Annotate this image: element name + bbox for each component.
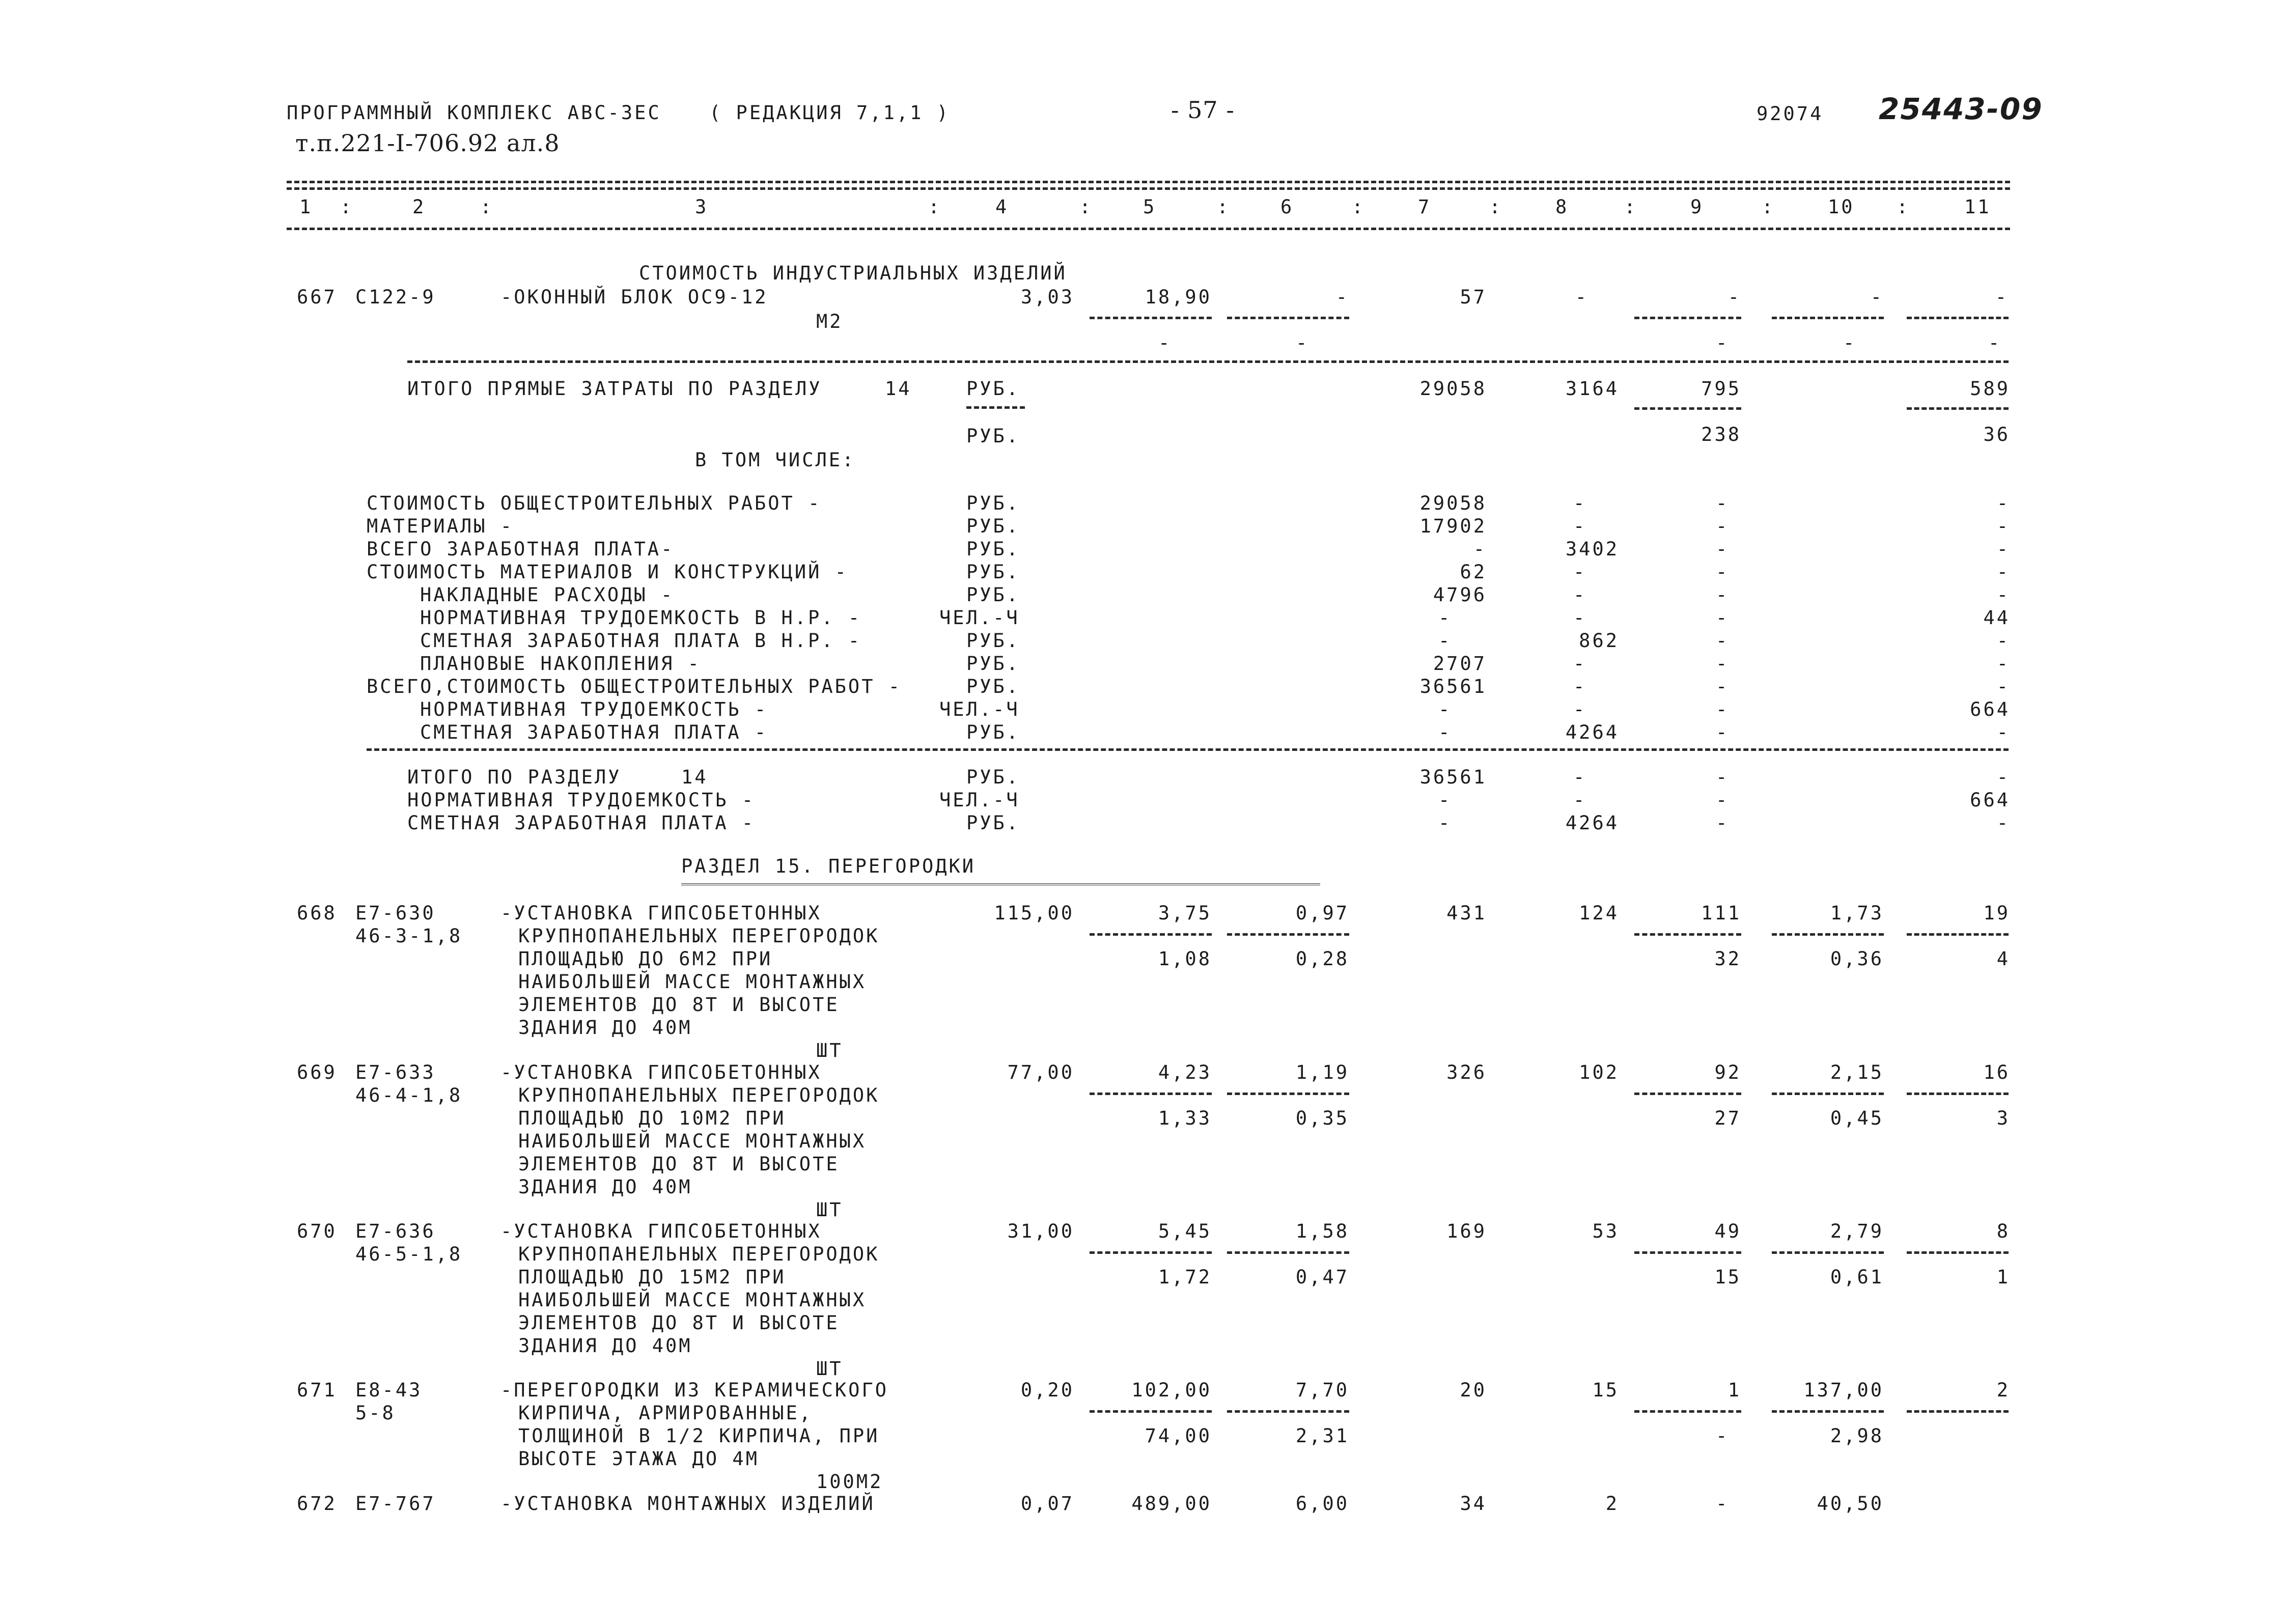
column-number: 2 — [412, 196, 426, 218]
breakdown-label: НОРМАТИВНАЯ ТРУДОЕМКОСТЬ - — [420, 698, 768, 720]
col9-value: - — [1716, 1493, 1730, 1515]
total-unit: РУБ. — [966, 766, 1020, 788]
page-number: - 57 - — [1171, 96, 1235, 124]
total-label: СМЕТНАЯ ЗАРАБОТНАЯ ПЛАТА - — [407, 812, 756, 834]
col6-sub-value: - — [1296, 332, 1309, 354]
unit: 100М2 — [816, 1471, 883, 1493]
item-name-line: КРУПНОПАНЕЛЬНЫХ ПЕРЕГОРОДОК — [518, 1243, 880, 1265]
col5-sub-value: - — [1158, 332, 1172, 354]
col11-sub-value: - — [1988, 332, 2002, 354]
column-number: 4 — [995, 196, 1009, 218]
col6-value: 6,00 — [1295, 1493, 1349, 1515]
item-name-line: -УСТАНОВКА МОНТАЖНЫХ ИЗДЕЛИЙ — [500, 1493, 875, 1515]
item-name-line: КРУПНОПАНЕЛЬНЫХ ПЕРЕГОРОДОК — [518, 1084, 880, 1106]
divider — [1227, 1093, 1349, 1095]
total-col7: - — [1438, 812, 1452, 834]
quantity: 31,00 — [1007, 1220, 1074, 1242]
breakdown-col8: - — [1573, 492, 1587, 514]
item-name-line: ПЛОЩАДЬЮ ДО 10М2 ПРИ — [518, 1107, 786, 1129]
item-name-line: ПЛОЩАДЬЮ ДО 6М2 ПРИ — [518, 948, 773, 970]
breakdown-col7: 17902 — [1419, 515, 1487, 537]
col7-value: 57 — [1460, 286, 1487, 308]
breakdown-unit: РУБ. — [966, 653, 1020, 675]
col11-sub-value: 36 — [1983, 424, 2010, 445]
col6-sub-value: 0,35 — [1295, 1107, 1349, 1129]
col5-value: 4,23 — [1158, 1061, 1212, 1083]
breakdown-unit: РУБ. — [966, 561, 1020, 583]
col6-sub-value: 2,31 — [1295, 1425, 1349, 1447]
item-name-line: -ПЕРЕГОРОДКИ ИЗ КЕРАМИЧЕСКОГО — [500, 1379, 889, 1401]
rate-code: Е7-630 — [355, 902, 436, 924]
divider — [1090, 933, 1212, 936]
col8-value: 124 — [1579, 902, 1619, 924]
program-title: ПРОГРАММНЫЙ КОМПЛЕКС АВС-3ЕС — [287, 102, 661, 124]
breakdown-col11: - — [1996, 653, 2010, 675]
divider — [1634, 317, 1741, 319]
breakdown-col8: 4264 — [1565, 721, 1619, 743]
col5-value: 5,45 — [1158, 1220, 1212, 1242]
divider — [1907, 1410, 2009, 1413]
breakdown-label: СМЕТНАЯ ЗАРАБОТНАЯ ПЛАТА - — [420, 721, 768, 743]
breakdown-unit: РУБ. — [966, 515, 1020, 537]
col10-value: 40,50 — [1817, 1493, 1884, 1515]
total-col9: - — [1716, 766, 1730, 788]
col6-value: - — [1335, 286, 1349, 308]
section-number: 14 — [681, 766, 708, 788]
divider — [1634, 1410, 1741, 1413]
breakdown-col11: - — [1996, 721, 2010, 743]
col7-value: 34 — [1460, 1493, 1487, 1515]
breakdown-col7: - — [1438, 630, 1452, 652]
breakdown-col9: - — [1716, 676, 1730, 697]
column-separator: : — [340, 196, 354, 218]
item-name-line: -УСТАНОВКА ГИПСОБЕТОННЫХ — [500, 1061, 822, 1083]
divider — [407, 360, 2009, 363]
col11-value: 19 — [1983, 902, 2010, 924]
including-label: В ТОМ ЧИСЛЕ: — [695, 449, 856, 471]
rate-code: Е8-43 — [355, 1379, 423, 1401]
breakdown-col11: - — [1996, 492, 2010, 514]
column-separator: : — [1624, 196, 1638, 218]
breakdown-col9: - — [1716, 653, 1730, 675]
rate-code: С122-9 — [355, 286, 436, 308]
divider — [1907, 1251, 2009, 1254]
col10-sub-value: 2,98 — [1830, 1425, 1884, 1447]
divider — [1772, 1251, 1884, 1254]
col11-value: - — [1995, 286, 2009, 308]
col5-value: 102,00 — [1131, 1379, 1212, 1401]
breakdown-col8: - — [1573, 698, 1587, 720]
col11-sub-value: 3 — [1996, 1107, 2010, 1129]
row-number: 672 — [297, 1493, 337, 1515]
col9-sub-value: 15 — [1714, 1266, 1741, 1288]
item-name-line: НАИБОЛЬШЕЙ МАССЕ МОНТАЖНЫХ — [518, 1130, 867, 1152]
col6-sub-value: 0,47 — [1295, 1266, 1349, 1288]
col11-sub-value: 4 — [1996, 948, 2010, 970]
column-separator: : — [928, 196, 942, 218]
breakdown-col7: 62 — [1460, 561, 1487, 583]
section-title: РАЗДЕЛ 15. ПЕРЕГОРОДКИ — [681, 855, 976, 877]
breakdown-col8: - — [1573, 607, 1587, 629]
item-name-line: ВЫСОТЕ ЭТАЖА ДО 4М — [518, 1448, 759, 1470]
col10-value: 137,00 — [1803, 1379, 1884, 1401]
breakdown-col8: - — [1573, 561, 1587, 583]
breakdown-col11: - — [1996, 676, 2010, 697]
divider — [1772, 317, 1884, 319]
col9-value: 111 — [1701, 902, 1741, 924]
row-number: 671 — [297, 1379, 337, 1401]
breakdown-col9: - — [1716, 515, 1730, 537]
divider — [287, 187, 2010, 190]
divider — [1907, 317, 2009, 319]
currency-unit: РУБ. — [966, 378, 1020, 400]
quantity: 115,00 — [994, 902, 1074, 924]
column-number: 7 — [1418, 196, 1432, 218]
item-name-line: ЗДАНИЯ ДО 40М — [518, 1335, 692, 1357]
divider — [1634, 933, 1741, 936]
divider — [1227, 1410, 1349, 1413]
total-unit: ЧЕЛ.-Ч — [939, 789, 1020, 811]
col10-sub-value: 0,45 — [1830, 1107, 1884, 1129]
col9-sub-value: 27 — [1714, 1107, 1741, 1129]
breakdown-col8: - — [1573, 676, 1587, 697]
col10-sub-value: - — [1843, 332, 1857, 354]
col9-value: - — [1727, 286, 1741, 308]
breakdown-label: СМЕТНАЯ ЗАРАБОТНАЯ ПЛАТА В Н.Р. - — [420, 630, 862, 652]
breakdown-col11: - — [1996, 538, 2010, 560]
breakdown-col11: 44 — [1983, 607, 2010, 629]
norm-code: 46-3-1,8 — [355, 925, 463, 947]
col11-value: 8 — [1996, 1220, 2010, 1242]
col7-value: 169 — [1446, 1220, 1487, 1242]
column-separator: : — [1762, 196, 1775, 218]
quantity: 3,03 — [1020, 286, 1074, 308]
col8-value: 2 — [1605, 1493, 1619, 1515]
col11-value: 589 — [1970, 378, 2010, 400]
column-separator: : — [480, 196, 494, 218]
divider — [966, 406, 1025, 409]
col8-value: 15 — [1592, 1379, 1619, 1401]
breakdown-col7: 2707 — [1433, 653, 1487, 675]
quantity: 0,07 — [1020, 1493, 1074, 1515]
breakdown-unit: РУБ. — [966, 721, 1020, 743]
col9-sub-value: - — [1716, 1425, 1730, 1447]
col7-value: 326 — [1446, 1061, 1487, 1083]
breakdown-label: НОРМАТИВНАЯ ТРУДОЕМКОСТЬ В Н.Р. - — [420, 607, 862, 629]
breakdown-unit: РУБ. — [966, 538, 1020, 560]
breakdown-label: НАКЛАДНЫЕ РАСХОДЫ - — [420, 584, 675, 606]
total-col11: - — [1996, 812, 2010, 834]
breakdown-col11: 664 — [1970, 698, 2010, 720]
breakdown-col9: - — [1716, 584, 1730, 606]
total-col7: 36561 — [1419, 766, 1487, 788]
breakdown-col7: - — [1473, 538, 1487, 560]
col8-value: 3164 — [1565, 378, 1619, 400]
col6-value: 1,19 — [1295, 1061, 1349, 1083]
item-name-line: ЭЛЕМЕНТОВ ДО 8Т И ВЫСОТЕ — [518, 994, 840, 1016]
breakdown-col8: - — [1573, 653, 1587, 675]
col11-sub-value: 1 — [1996, 1266, 2010, 1288]
divider — [1634, 1093, 1741, 1095]
breakdown-col9: - — [1716, 630, 1730, 652]
col5-value: 3,75 — [1158, 902, 1212, 924]
item-name-line: -УСТАНОВКА ГИПСОБЕТОННЫХ — [500, 1220, 822, 1242]
col5-value: 489,00 — [1131, 1493, 1212, 1515]
breakdown-col9: - — [1716, 721, 1730, 743]
total-col9: - — [1716, 812, 1730, 834]
divider — [1907, 933, 2009, 936]
total-label: НОРМАТИВНАЯ ТРУДОЕМКОСТЬ - — [407, 789, 756, 811]
total-label: ИТОГО ПО РАЗДЕЛУ — [407, 766, 622, 788]
item-name-line: НАИБОЛЬШЕЙ МАССЕ МОНТАЖНЫХ — [518, 1289, 867, 1311]
total-col8: - — [1573, 766, 1587, 788]
item-name-line: ЭЛЕМЕНТОВ ДО 8Т И ВЫСОТЕ — [518, 1312, 840, 1334]
breakdown-label: СТОИМОСТЬ МАТЕРИАЛОВ И КОНСТРУКЦИЙ - — [367, 561, 848, 583]
breakdown-unit: ЧЕЛ.-Ч — [939, 698, 1020, 720]
col10-sub-value: 0,61 — [1830, 1266, 1884, 1288]
breakdown-col8: 862 — [1579, 630, 1619, 652]
breakdown-col8: - — [1573, 515, 1587, 537]
total-col8: - — [1573, 789, 1587, 811]
title-underline — [681, 883, 1320, 885]
col5-sub-value: 1,08 — [1158, 948, 1212, 970]
divider — [1634, 1251, 1741, 1254]
subsection-title: СТОИМОСТЬ ИНДУСТРИАЛЬНЫХ ИЗДЕЛИЙ — [639, 262, 1067, 284]
col9-sub-value: 32 — [1714, 948, 1741, 970]
divider — [1090, 1093, 1212, 1095]
unit-price: 18,90 — [1145, 286, 1212, 308]
col7-value: 431 — [1446, 902, 1487, 924]
unit: ШТ — [816, 1358, 843, 1380]
divider — [1227, 933, 1349, 936]
total-col8: 4264 — [1565, 812, 1619, 834]
col10-value: 1,73 — [1830, 902, 1884, 924]
breakdown-col7: 36561 — [1419, 676, 1487, 697]
item-name-line: КИРПИЧА, АРМИРОВАННЫЕ, — [518, 1402, 813, 1424]
unit: ШТ — [816, 1199, 843, 1221]
item-name-line: -УСТАНОВКА ГИПСОБЕТОННЫХ — [500, 902, 822, 924]
item-name-line: ЗДАНИЯ ДО 40М — [518, 1017, 692, 1039]
item-name-line: КРУПНОПАНЕЛЬНЫХ ПЕРЕГОРОДОК — [518, 925, 880, 947]
col7-value: 20 — [1460, 1379, 1487, 1401]
column-separator: : — [1897, 196, 1910, 218]
quantity: 0,20 — [1020, 1379, 1074, 1401]
breakdown-label: СТОИМОСТЬ ОБЩЕСТРОИТЕЛЬНЫХ РАБОТ - — [367, 492, 822, 514]
column-number: 9 — [1690, 196, 1704, 218]
divider — [367, 748, 2009, 751]
unit: ШТ — [816, 1040, 843, 1061]
row-number: 669 — [297, 1061, 337, 1083]
col8-value: 102 — [1579, 1061, 1619, 1083]
column-number: 11 — [1964, 196, 1991, 218]
rate-code: Е7-767 — [355, 1493, 436, 1515]
total-col11: 664 — [1970, 789, 2010, 811]
divider — [1090, 1251, 1212, 1254]
rate-code: Е7-633 — [355, 1061, 436, 1083]
item-name-line: ПЛОЩАДЬЮ ДО 15М2 ПРИ — [518, 1266, 786, 1288]
col8-value: - — [1575, 286, 1589, 308]
col11-value: 2 — [1996, 1379, 2010, 1401]
col9-value: 1 — [1727, 1379, 1741, 1401]
column-separator: : — [1489, 196, 1503, 218]
divider — [1227, 1251, 1349, 1254]
divider — [1907, 407, 2009, 410]
column-number: 6 — [1280, 196, 1294, 218]
col6-sub-value: 0,28 — [1295, 948, 1349, 970]
col10-value: 2,15 — [1830, 1061, 1884, 1083]
col9-value: 92 — [1714, 1061, 1741, 1083]
norm-code: 46-5-1,8 — [355, 1243, 463, 1265]
col10-sub-value: 0,36 — [1830, 948, 1884, 970]
breakdown-unit: РУБ. — [966, 492, 1020, 514]
breakdown-col7: 29058 — [1419, 492, 1487, 514]
section-number: 14 — [885, 378, 912, 400]
breakdown-label: ПЛАНОВЫЕ НАКОПЛЕНИЯ - — [420, 653, 701, 675]
breakdown-col9: - — [1716, 607, 1730, 629]
item-name-line: ТОЛЩИНОЙ В 1/2 КИРПИЧА, ПРИ — [518, 1425, 880, 1447]
row-number: 670 — [297, 1220, 337, 1242]
column-number: 10 — [1828, 196, 1855, 218]
col10-value: - — [1870, 286, 1884, 308]
row-number: 668 — [297, 902, 337, 924]
column-number: 5 — [1143, 196, 1157, 218]
breakdown-col9: - — [1716, 538, 1730, 560]
col7-value: 29058 — [1419, 378, 1487, 400]
breakdown-col9: - — [1716, 561, 1730, 583]
breakdown-unit: РУБ. — [966, 630, 1020, 652]
col9-value: 49 — [1714, 1220, 1741, 1242]
col9-sub-value: 238 — [1701, 424, 1741, 445]
column-number: 1 — [299, 196, 313, 218]
breakdown-col7: - — [1438, 721, 1452, 743]
column-number: 3 — [695, 196, 709, 218]
row-number: 667 — [297, 286, 337, 308]
divider — [1907, 1093, 2009, 1095]
breakdown-col9: - — [1716, 698, 1730, 720]
col8-value: 53 — [1592, 1220, 1619, 1242]
total-col7: - — [1438, 789, 1452, 811]
norm-code: 46-4-1,8 — [355, 1084, 463, 1106]
rate-code: Е7-636 — [355, 1220, 436, 1242]
divider — [1090, 1410, 1212, 1413]
breakdown-col11: - — [1996, 630, 2010, 652]
col6-value: 1,58 — [1295, 1220, 1349, 1242]
breakdown-unit: РУБ. — [966, 584, 1020, 606]
breakdown-col9: - — [1716, 492, 1730, 514]
item-name: -ОКОННЫЙ БЛОК ОС9-12 — [500, 286, 768, 308]
col5-sub-value: 74,00 — [1145, 1425, 1212, 1447]
column-separator: : — [1079, 196, 1093, 218]
col9-value: 795 — [1701, 378, 1741, 400]
col9-sub-value: - — [1716, 332, 1730, 354]
program-edition: ( РЕДАКЦИЯ 7,1,1 ) — [709, 102, 950, 124]
divider — [287, 181, 2010, 183]
breakdown-col7: - — [1438, 698, 1452, 720]
breakdown-col8: - — [1573, 584, 1587, 606]
breakdown-label: ВСЕГО ЗАРАБОТНАЯ ПЛАТА- — [367, 538, 675, 560]
col6-value: 7,70 — [1295, 1379, 1349, 1401]
breakdown-label: ВСЕГО,СТОИМОСТЬ ОБЩЕСТРОИТЕЛЬНЫХ РАБОТ - — [367, 676, 902, 697]
divider — [287, 228, 2010, 230]
breakdown-col7: 4796 — [1433, 584, 1487, 606]
breakdown-col11: - — [1996, 515, 2010, 537]
divider — [1090, 317, 1212, 319]
total-col9: - — [1716, 789, 1730, 811]
column-separator: : — [1352, 196, 1366, 218]
unit: М2 — [816, 311, 843, 332]
direct-costs-label: ИТОГО ПРЯМЫЕ ЗАТРАТЫ ПО РАЗДЕЛУ — [407, 378, 822, 400]
breakdown-col11: - — [1996, 561, 2010, 583]
document-reference: т.п.221-I-706.92 ал.8 — [295, 129, 560, 157]
total-unit: РУБ. — [966, 812, 1020, 834]
handwritten-stamp: 25443-09 — [1879, 92, 2043, 126]
breakdown-col11: - — [1996, 584, 2010, 606]
quantity: 77,00 — [1007, 1061, 1074, 1083]
col5-sub-value: 1,72 — [1158, 1266, 1212, 1288]
divider — [1772, 1093, 1884, 1095]
page-code: 92074 — [1757, 103, 1824, 125]
norm-code: 5-8 — [355, 1402, 396, 1424]
breakdown-unit: ЧЕЛ.-Ч — [939, 607, 1020, 629]
column-number: 8 — [1555, 196, 1569, 218]
divider — [1227, 317, 1349, 319]
breakdown-col8: 3402 — [1565, 538, 1619, 560]
col11-value: 16 — [1983, 1061, 2010, 1083]
col5-sub-value: 1,33 — [1158, 1107, 1212, 1129]
col6-value: 0,97 — [1295, 902, 1349, 924]
divider — [1772, 933, 1884, 936]
breakdown-unit: РУБ. — [966, 676, 1020, 697]
breakdown-label: МАТЕРИАЛЫ - — [367, 515, 514, 537]
item-name-line: НАИБОЛЬШЕЙ МАССЕ МОНТАЖНЫХ — [518, 971, 867, 993]
total-col11: - — [1996, 766, 2010, 788]
column-separator: : — [1217, 196, 1231, 218]
currency-unit: РУБ. — [966, 425, 1020, 447]
col10-value: 2,79 — [1830, 1220, 1884, 1242]
item-name-line: ЭЛЕМЕНТОВ ДО 8Т И ВЫСОТЕ — [518, 1153, 840, 1175]
divider — [1772, 1410, 1884, 1413]
divider — [1634, 407, 1741, 410]
breakdown-col7: - — [1438, 607, 1452, 629]
item-name-line: ЗДАНИЯ ДО 40М — [518, 1176, 692, 1198]
